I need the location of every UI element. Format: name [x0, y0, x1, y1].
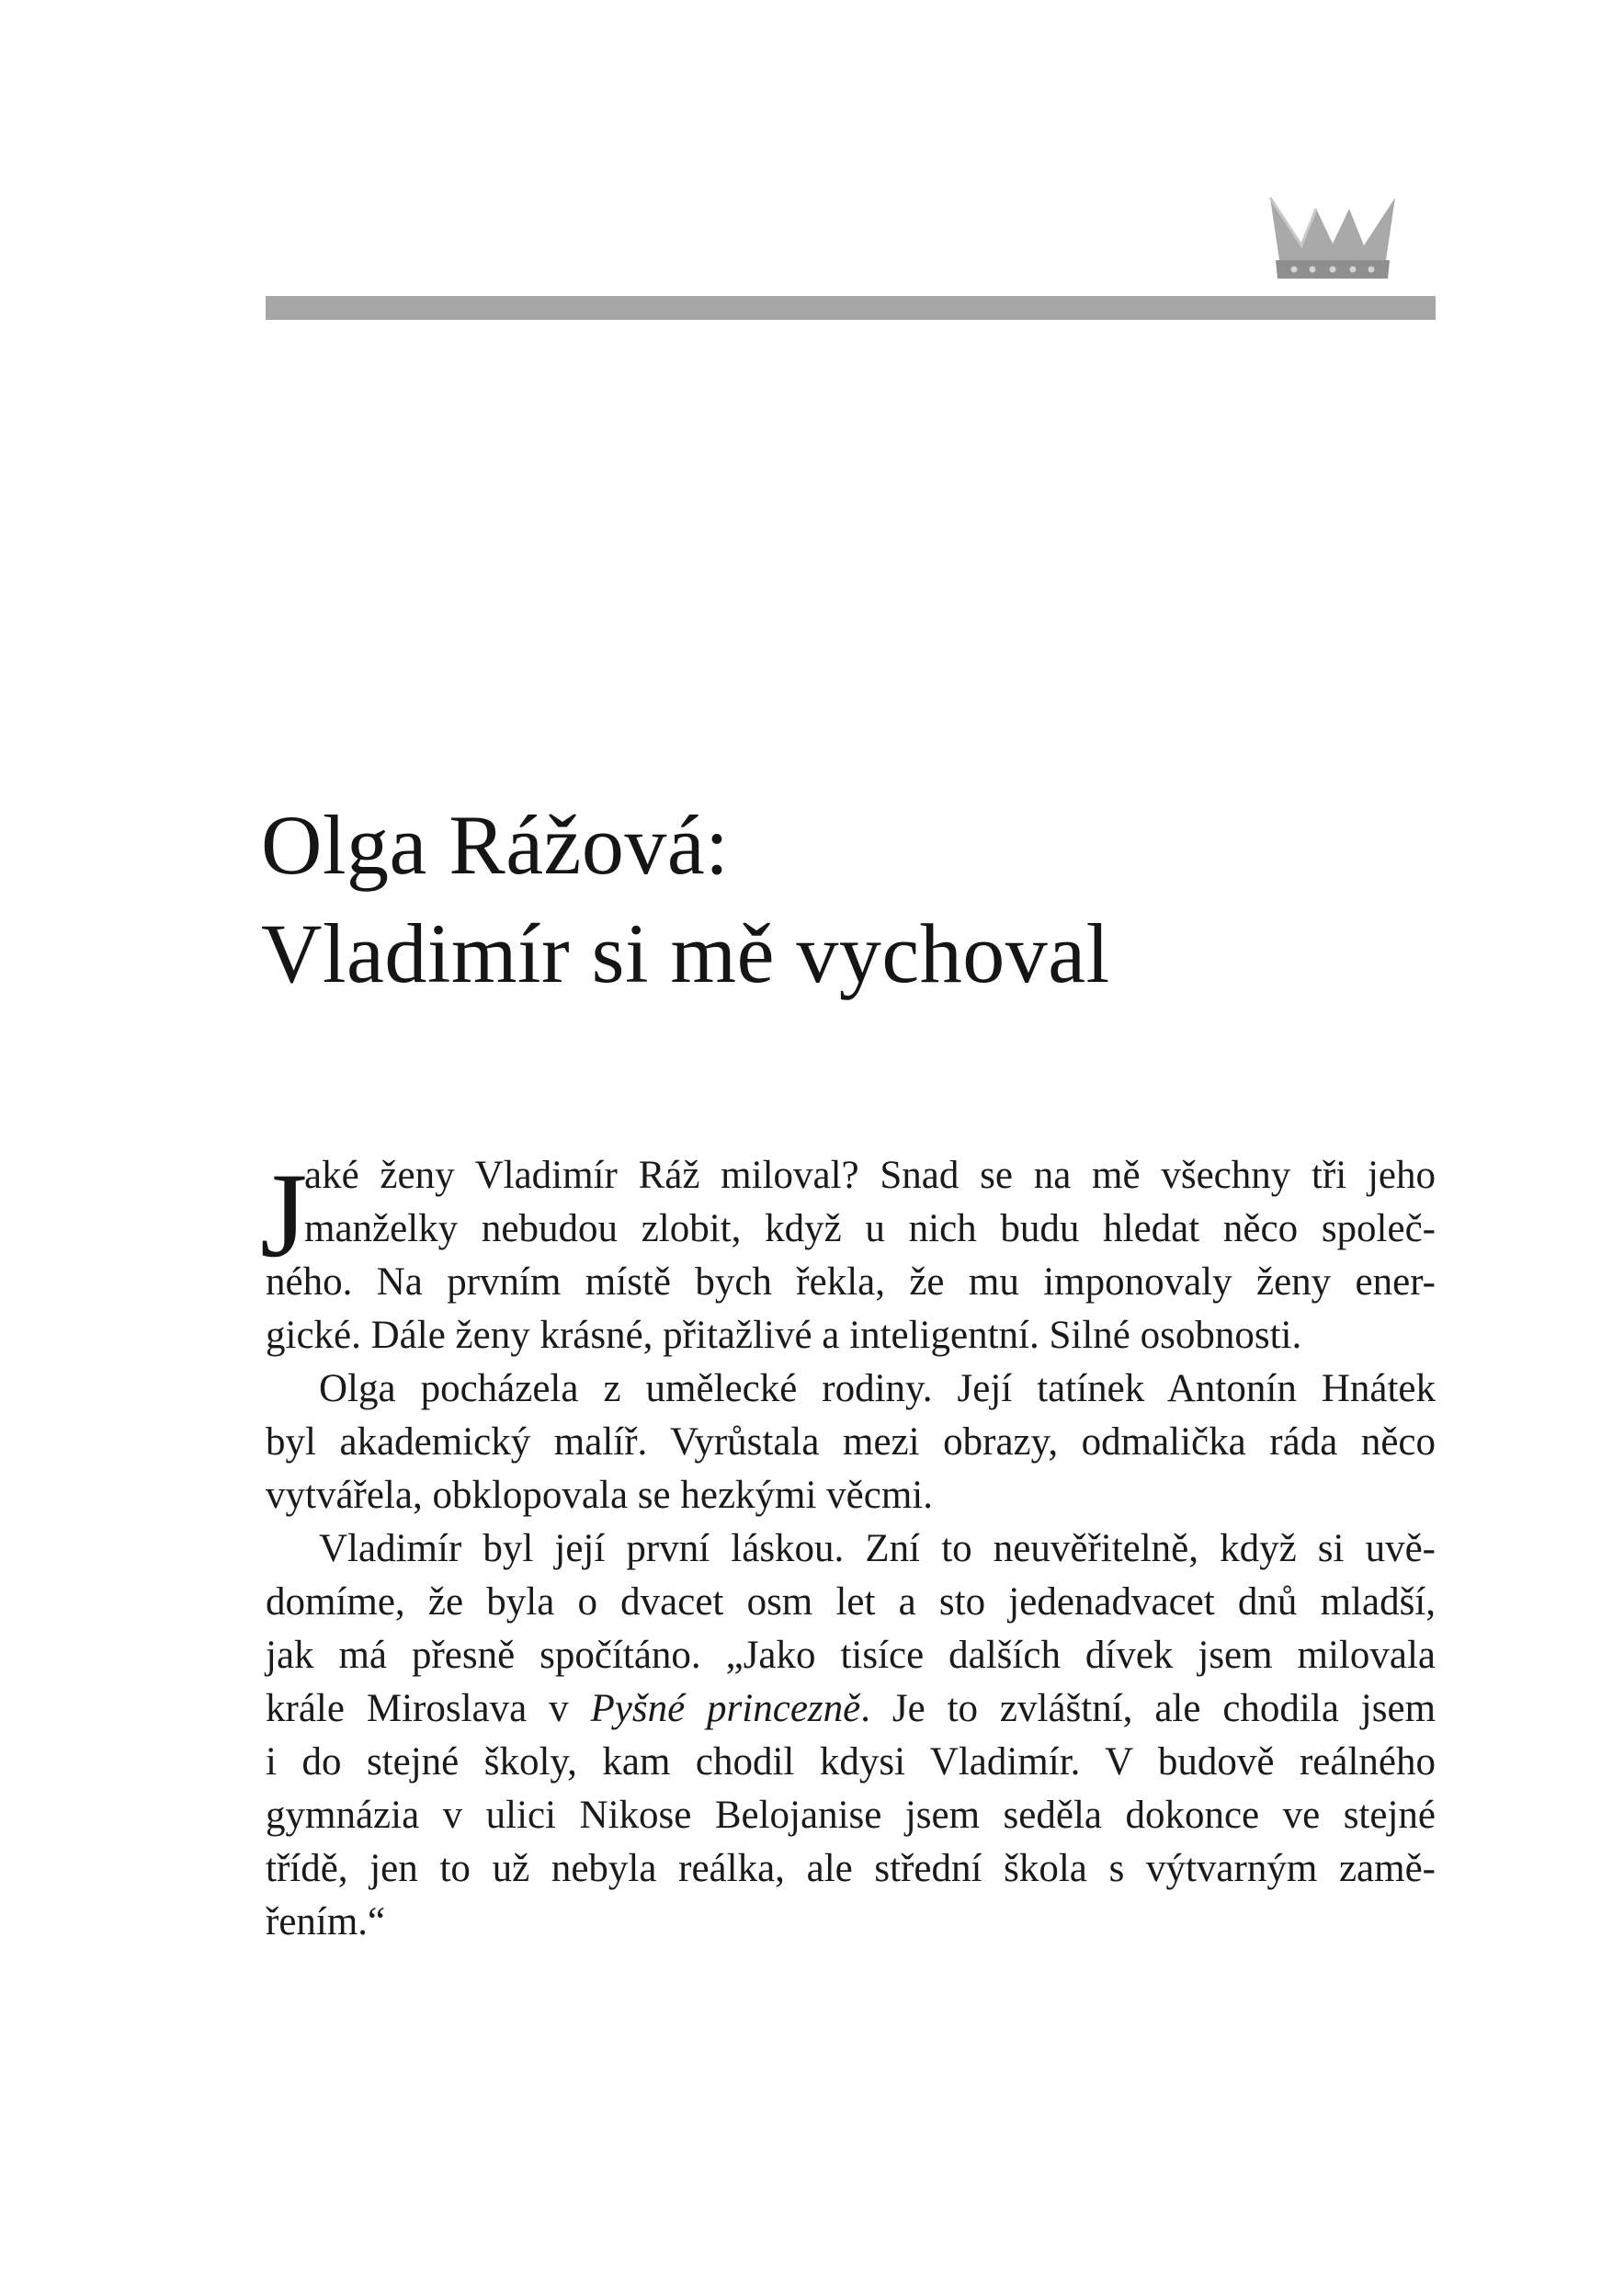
text-line: i do stejné školy, kam chodil kdysi Vladimír. V budově reálného: [266, 1740, 1436, 1784]
text-line: ného. Na prvním místě bych řekla, že mu imponovaly ženy ener-: [266, 1260, 1436, 1304]
paragraph-1: [260, 1147, 1436, 1362]
text-line: třídě, jen to už nebyla reálka, ale střední škola s výtvarným zamě-: [266, 1847, 1436, 1890]
text-line: řením.“: [266, 1900, 386, 1943]
text-line-with-title: [266, 1682, 1436, 1736]
text-line: vytvářela, obklopovala se hezkými věcmi.: [266, 1474, 933, 1517]
chapter-body: [260, 1147, 1437, 1949]
text-line: manželky nebudou zlobit, když u nich budu hledat něco společ-: [304, 1207, 1436, 1250]
text-line: domíme, že byla o dvacet osm let a sto jedenadvacet dnů mladší,: [266, 1580, 1436, 1624]
chapter-title-line-1: Olga Rážová:: [261, 798, 730, 892]
crown-icon: [1265, 188, 1401, 280]
chapter-title-line-2: Vladimír si mě vychoval: [261, 906, 1110, 1000]
film-title: Pyšné princezně: [590, 1687, 861, 1730]
drop-cap: J: [260, 1147, 308, 1282]
text-line: gické. Dále ženy krásné, přitažlivé a inteligentní. Silné osobnosti.: [266, 1314, 1302, 1357]
text-fragment: krále Miroslava v: [266, 1687, 591, 1730]
chapter-title: [261, 791, 1456, 1008]
text-line: byl akademický malíř. Vyrůstala mezi obrazy, odmalička ráda něco: [266, 1420, 1436, 1464]
text-line: gymnázia v ulici Nikose Belojanise jsem seděla dokonce ve stejné: [266, 1794, 1436, 1837]
header-rule: [266, 296, 1436, 320]
text-line: aké ženy Vladimír Ráž miloval? Snad se na mě všechny tři jeho: [304, 1154, 1436, 1197]
paragraph-3: [266, 1522, 1436, 1949]
paragraph-2: [266, 1362, 1436, 1522]
text-line: jak má přesně spočítáno. „Jako tisíce dalších dívek jsem milovala: [266, 1634, 1436, 1677]
text-line: Vladimír byl její první láskou. Zní to neuvěřitelně, když si uvě-: [319, 1527, 1436, 1570]
text-line: Olga pocházela z umělecké rodiny. Její tatínek Antonín Hnátek: [319, 1367, 1436, 1410]
text-fragment: . Je to zvláštní, ale chodila jsem: [860, 1687, 1437, 1730]
